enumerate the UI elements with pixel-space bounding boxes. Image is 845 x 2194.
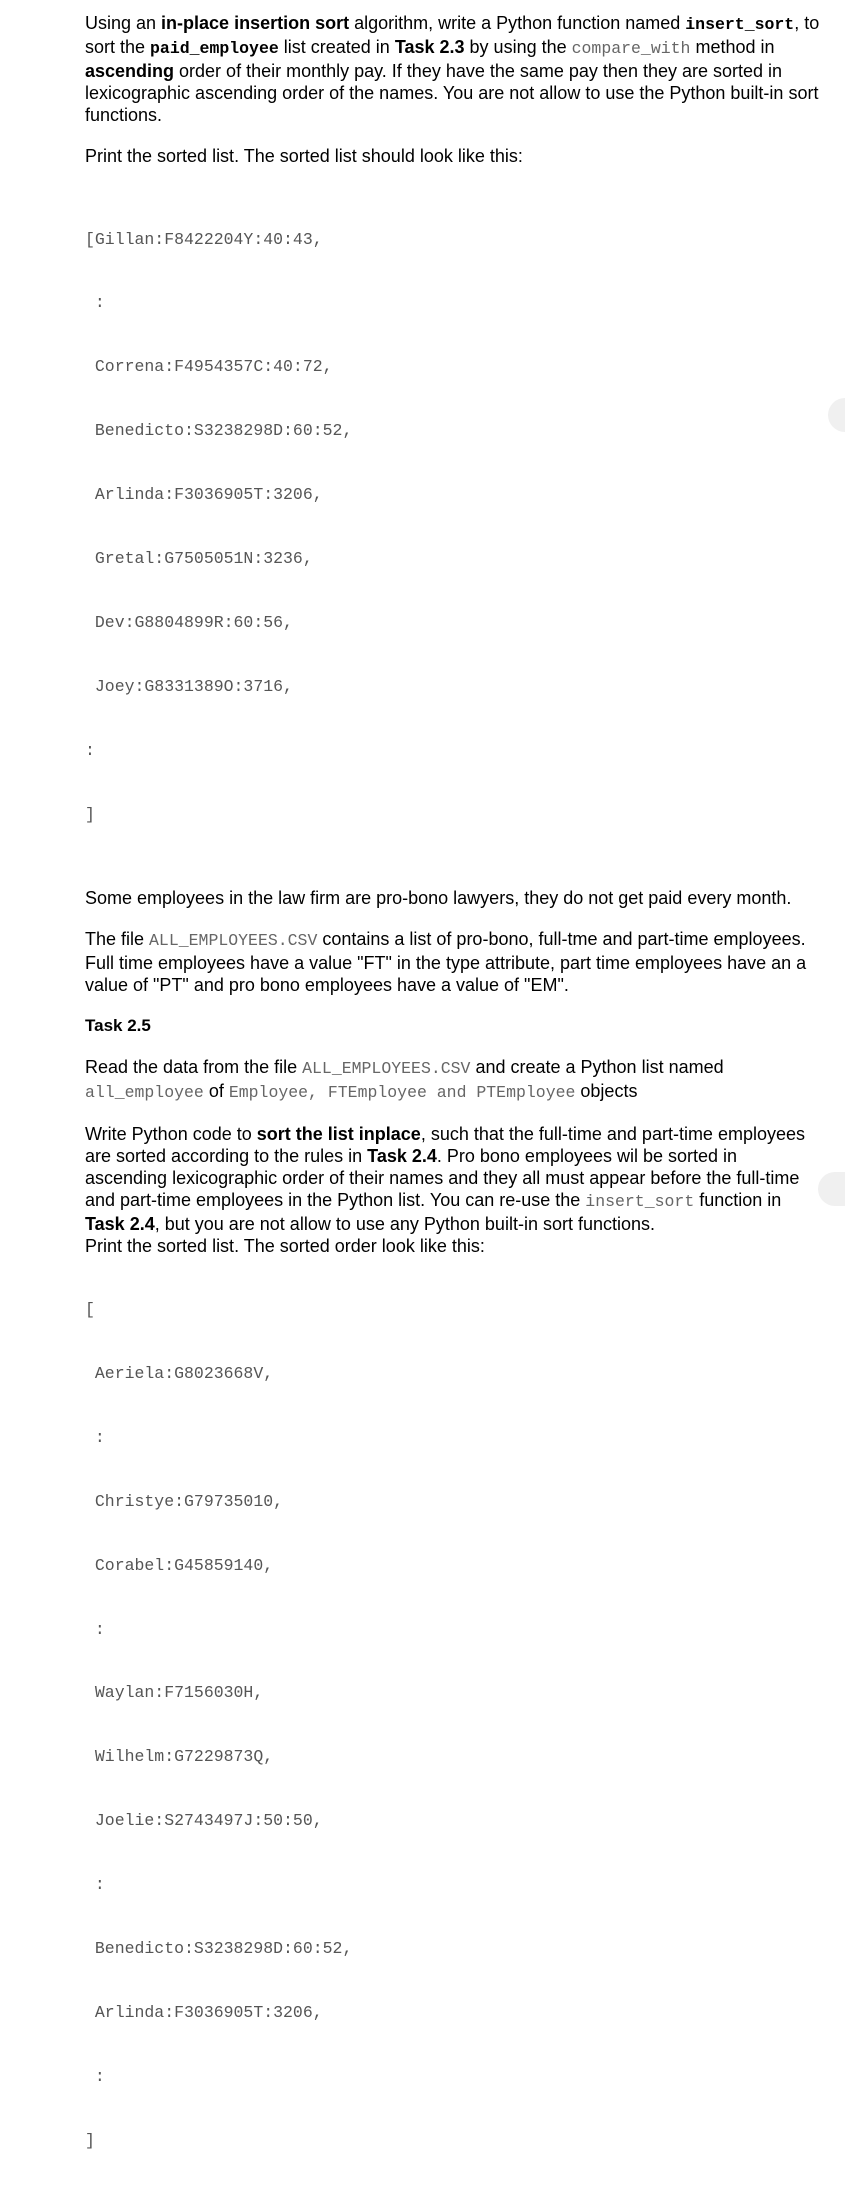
code-line: : <box>85 1619 105 1639</box>
code-line: Joey:G8331389O:3716, <box>85 676 293 696</box>
code-line: ] <box>85 804 95 824</box>
code-line: Wilhelm:G7229873Q, <box>85 1747 274 1767</box>
sorted-list-code-block-2 <box>85 1257 820 2194</box>
scroll-edge-decoration <box>818 1172 845 1206</box>
write-text-2: , such that the full-time and part-time employees are sorted according to the rules in <box>85 1123 805 1166</box>
intro-text-6: method in <box>690 37 775 57</box>
code-line: Waylan:F7156030H, <box>85 1683 264 1703</box>
task-2-5-heading: Task 2.5 <box>85 1015 151 1035</box>
intro-text-7: order of their monthly pay. If they have the same pay then they are sorted in lexicographic ascending order of the names. You are not allow to use the Python built-in sort functions. <box>85 61 819 125</box>
code-line: Christye:G79735010, <box>85 1491 284 1511</box>
code-line: Gretal:G7505051N:3236, <box>85 549 313 569</box>
read-text-4: objects <box>575 1080 638 1101</box>
code-line: Correna:F4954357C:40:72, <box>85 357 333 377</box>
write-paragraph <box>85 1123 820 1235</box>
intro-text-4: list created in <box>278 37 395 57</box>
code-line: ] <box>85 2130 95 2150</box>
code-line: Corabel:G45859140, <box>85 1555 274 1575</box>
intro-text-2: algorithm, write a Python function named <box>349 13 686 33</box>
read-text-3: of <box>203 1080 229 1101</box>
read-text-1: Read the data from the file <box>85 1056 303 1077</box>
code-line: [Gillan:F8422204Y:40:43, <box>85 229 323 249</box>
intro-text-1: Using an <box>85 13 162 33</box>
print-order-paragraph: Print the sorted list. The sorted order look like this: <box>85 1235 485 1256</box>
write-text-5: , but you are not allow to use any Python built-in sort functions. <box>154 1213 656 1234</box>
write-text-4: function in <box>694 1189 782 1210</box>
file-text-2: contains a list of pro-bono, full-tme and part-time employees. Full time employees have a value "FT" in the type attribute, part time employees have an a value of "PT" and pro bono employees have a value of "EM". <box>85 928 807 995</box>
code-insert-sort: insert_sort <box>585 1191 695 1211</box>
code-line: Arlinda:F3036905T:3206, <box>85 485 323 505</box>
code-line: : <box>85 740 95 760</box>
write-bold-task-2-4: Task 2.4 <box>367 1145 437 1166</box>
code-line: : <box>85 1427 105 1447</box>
code-all-employee: all_employee <box>85 1082 204 1102</box>
read-text-2: and create a Python list named <box>470 1056 724 1077</box>
code-insert-sort: insert_sort <box>685 15 795 34</box>
code-line: Benedicto:S3238298D:60:52, <box>85 421 353 441</box>
sorted-list-code-block-1 <box>85 186 820 868</box>
write-text-1: Write Python code to <box>85 1123 257 1144</box>
code-paid-employee: paid_employee <box>150 39 279 58</box>
code-line: [ <box>85 1300 95 1320</box>
write-bold-task-2-4: Task 2.4 <box>85 1213 155 1234</box>
intro-bold-task-2-3: Task 2.3 <box>394 37 465 57</box>
file-paragraph <box>85 928 820 996</box>
code-line: : <box>85 293 105 313</box>
code-all-employees-csv: ALL_EMPLOYEES.CSV <box>302 1058 471 1078</box>
code-all-employees-csv: ALL_EMPLOYEES.CSV <box>149 930 318 950</box>
probono-paragraph: Some employees in the law firm are pro-bono lawyers, they do not get paid every month. <box>85 887 792 908</box>
scroll-edge-decoration <box>828 398 845 432</box>
intro-text-3: , to sort the <box>85 13 820 57</box>
code-line: Dev:G8804899R:60:56, <box>85 612 293 632</box>
intro-bold-ascending: ascending <box>85 61 175 81</box>
document-page <box>85 12 820 2194</box>
write-text-3: . Pro bono employees wil be sorted in ascending lexicographic order of their names and they all must appear before the full-time and part-time employees in the Python list. You can re-use the <box>85 1145 800 1210</box>
code-line: Arlinda:F3036905T:3206, <box>85 2002 323 2022</box>
intro-paragraph <box>85 12 820 126</box>
code-line: Aeriela:G8023668V, <box>85 1363 274 1383</box>
code-line: Joelie:S2743497J:50:50, <box>85 1811 323 1831</box>
code-employee-classes: Employee, FTEmployee and PTEmployee <box>228 1082 576 1102</box>
write-bold-sort-inplace: sort the list inplace <box>256 1123 421 1144</box>
code-line: Benedicto:S3238298D:60:52, <box>85 1939 353 1958</box>
print-intro-paragraph: Print the sorted list. The sorted list should look like this: <box>85 146 523 166</box>
intro-text-5: by using the <box>464 37 572 57</box>
code-compare-with: compare_with <box>571 39 691 58</box>
code-line: : <box>85 2066 105 2086</box>
file-text-1: The file <box>85 928 150 949</box>
intro-bold-insertion-sort: in-place insertion sort <box>161 13 350 33</box>
code-line: : <box>85 1875 105 1895</box>
read-paragraph <box>85 1056 820 1104</box>
